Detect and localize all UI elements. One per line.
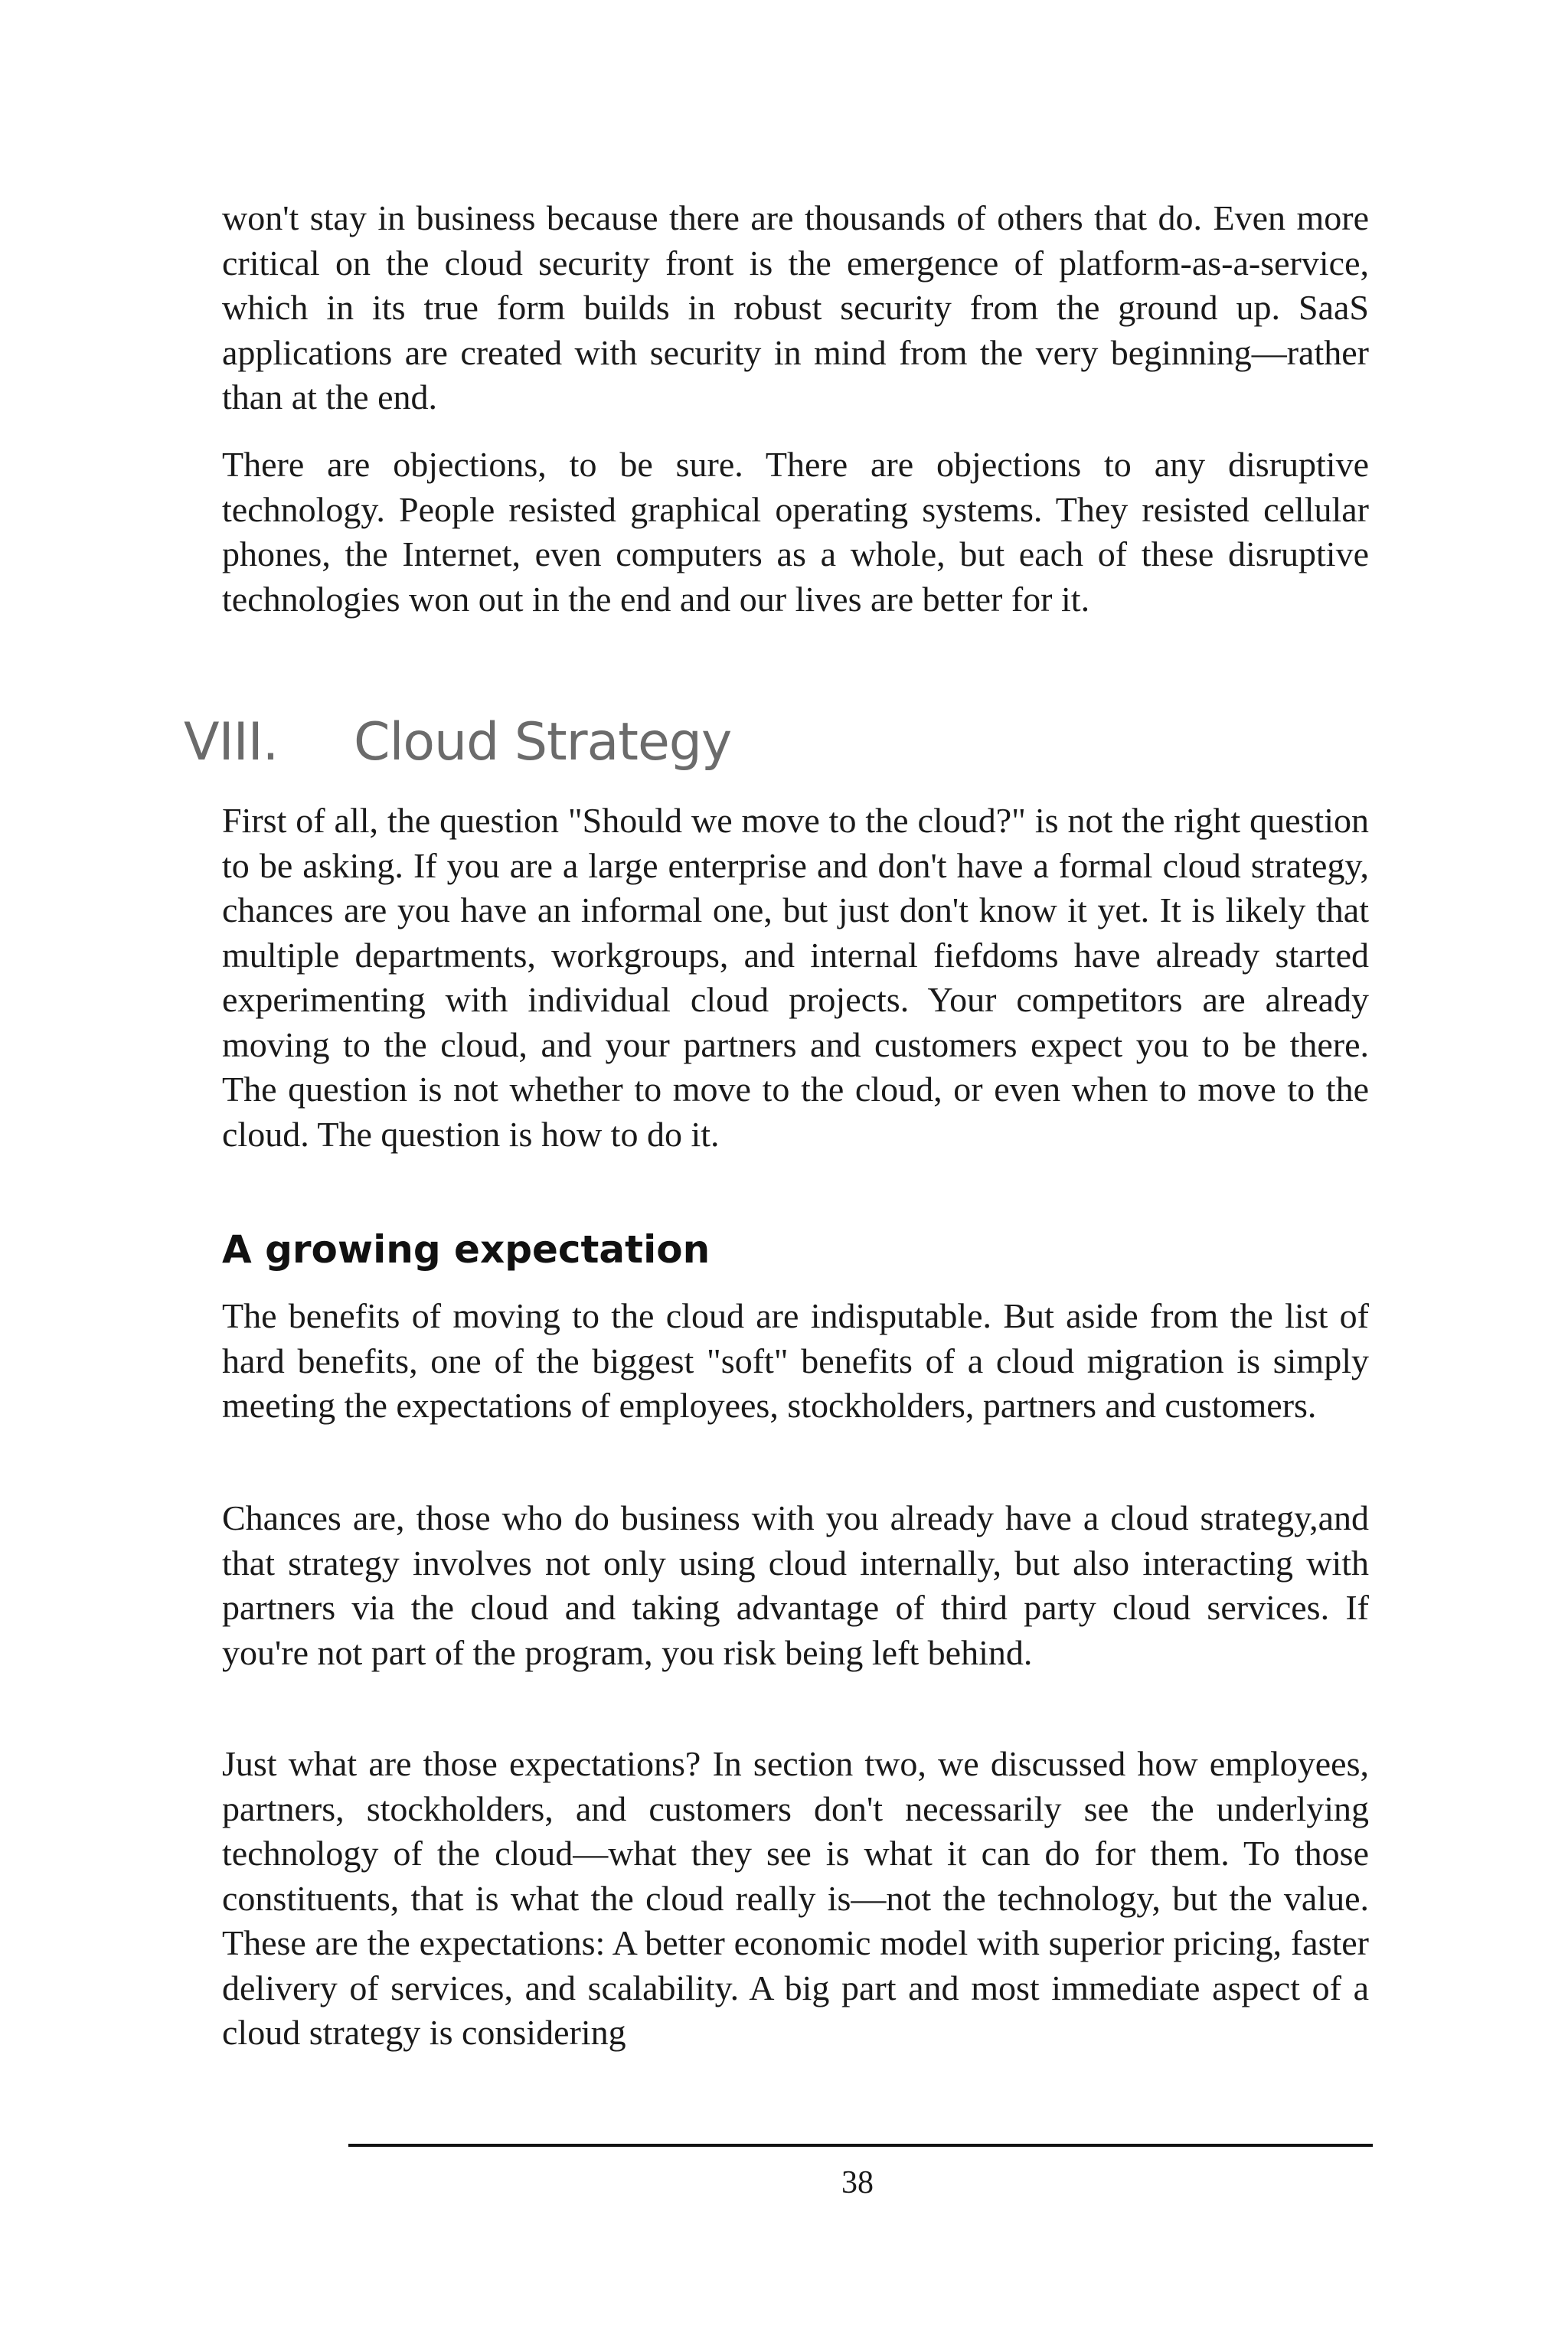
paragraph-expectations: Just what are those expectations? In section two, we discussed how employees, partners, stockholders, and customers don't necessarily see the underlying technology of the cloud—what they see is what it can do for them. To those constituents, that is what the cloud really is—not the technology, but the value. These are the expectations: A better economic model with superior pricing, faster delivery of services, and scalability. A big part and most immediate aspect of a cloud strategy is considering [222,1744,1369,2052]
page-number: 38 [841,2165,874,2200]
paragraph-security-continuation: won't stay in business because there are thousands of others that do. Even more critical on the cloud security front is the emergence of platform-as-a-service, which in its true form builds in robust security from the ground up. SaaS applications are created with security in mind from the very beginning—rather than at the end. [222,198,1369,416]
paragraph-chapter-intro: First of all, the question "Should we move to the cloud?" is not the right question to be asking. If you are a large enterprise and don't have a formal cloud strategy, chances are you have an informal one, but just don't know it yet. It is likely that multiple departments, workgroups, and internal fiefdoms have already started experimenting with individual cloud projects. Your competitors are already moving to the cloud, and your partners and customers expect you to be there. The question is not whether to move to the cloud, or even when to move to the cloud. The question is how to do it. [222,801,1369,1154]
chapter-number: VIII. [184,712,279,773]
paragraph-chances: Chances are, those who do business with you already have a cloud strategy,and that strategy involves not only using cloud internally, but also interacting with partners via the cloud and taking advantage of third party cloud services. If you're not part of the program, you risk being left behind. [222,1498,1369,1672]
paragraph-benefits: The benefits of moving to the cloud are indisputable. But aside from the list of hard benefits, one of the biggest "soft" benefits of a cloud migration is simply meeting the expectations of employees, stockholders, partners and customers. [222,1296,1369,1425]
footer-rule [348,2144,1373,2147]
chapter-heading [184,712,731,773]
section-heading: A growing expectation [222,1227,710,1272]
chapter-title: Cloud Strategy [354,712,732,773]
paragraph-objections: There are objections, to be sure. There are objections to any disruptive technology. People resisted graphical operating systems. They resisted cellular phones, the Internet, even computers as a whole, but each of these disruptive technologies won out in the end and our lives are better for it. [222,445,1369,619]
